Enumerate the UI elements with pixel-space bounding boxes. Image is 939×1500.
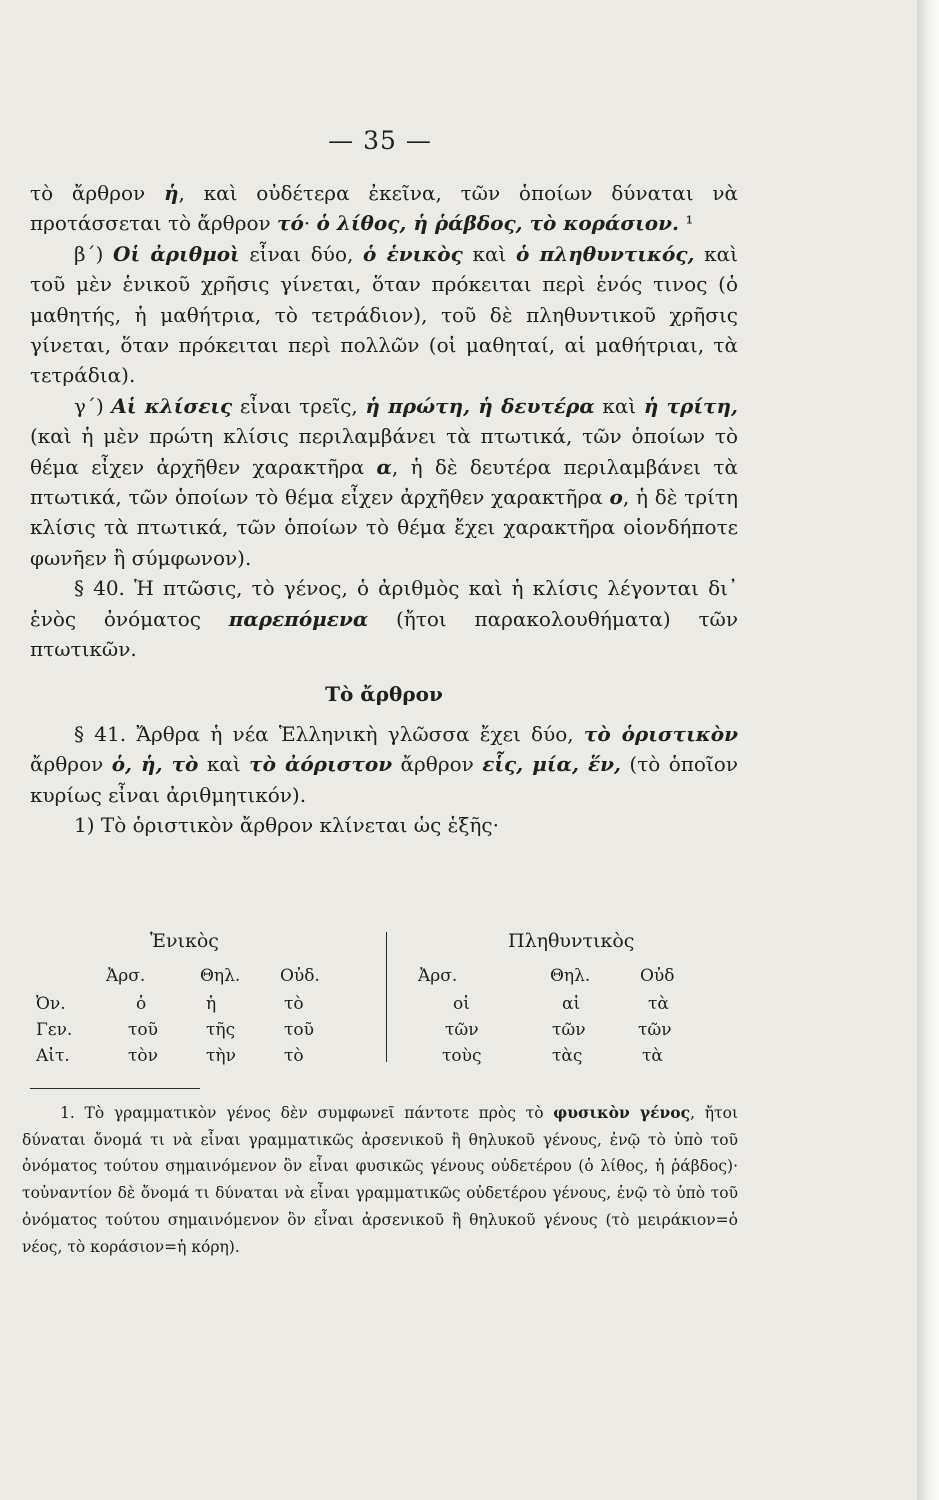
emphasis: ὁ ἑνικὸς <box>363 241 463 266</box>
text-run: § 40. Ἡ πτῶσις, τὸ γένος, ὁ ἀριθμὸς καὶ ἡ κλίσις λέγονται δι᾽ ἑνὸς ὀνόματος <box>30 576 738 631</box>
table-cell: τὰ <box>642 1046 663 1066</box>
table-cell: αἱ <box>562 994 581 1014</box>
paragraph-declensions <box>30 391 738 573</box>
emphasis: ο <box>609 485 623 510</box>
paragraph-numbers <box>30 239 738 391</box>
table-cell: τῶν <box>638 1020 672 1040</box>
plural-header: Πληθυντικὸς <box>508 930 635 952</box>
main-text <box>30 178 738 841</box>
text-run: καὶ <box>594 393 644 418</box>
text-run: , καὶ οὐδέτερα ἐκεῖνα, τῶν ὁποίων δύναται νὰ προτάσσεται τὸ ἄρθρον <box>30 181 738 236</box>
table-cell: τὸ <box>284 994 304 1014</box>
text-run: , ἡ δὲ δευτέρα περιλαμβάνει τὰ πτωτικά, τῶν ὁποίων τὸ θέμα εἶχεν ἀρχῆθεν χαρακτῆρα <box>30 454 739 510</box>
emphasis: ὁ πληθυντικός, <box>515 241 695 266</box>
table-cell: τοῦ <box>284 1020 314 1040</box>
paragraph-section-40 <box>30 573 738 664</box>
table-cell: ὁ <box>136 994 147 1014</box>
paragraph-gender-end <box>30 178 738 239</box>
column-header: Θηλ. <box>550 966 591 986</box>
text-run: γ΄) <box>74 393 112 418</box>
declension-table <box>30 930 738 1070</box>
emphasis: φυσικὸν γένος <box>553 1103 691 1122</box>
table-cell: ἡ <box>206 994 217 1014</box>
case-label: Γεν. <box>36 1020 73 1040</box>
text-run: τὸ ἄρθρον <box>30 181 164 205</box>
text-run: § 41. Ἄρθρα ἡ νέα Ἑλληνικὴ γλῶσσα ἔχει δύο, <box>74 721 584 746</box>
footnote <box>22 1100 738 1260</box>
emphasis: εἷς, μία, ἕν, <box>482 752 621 777</box>
table-cell: τὰ <box>648 994 669 1014</box>
emphasis: ἡ τρίτη, <box>643 393 738 418</box>
emphasis: τὸ ἀόριστον <box>249 752 393 777</box>
table-cell: τοὺς <box>442 1046 482 1066</box>
page-number: — 35 — <box>328 126 432 155</box>
table-cell: τῆς <box>206 1020 236 1040</box>
column-header: Ἀρσ. <box>418 966 458 986</box>
emphasis: α <box>376 454 392 479</box>
emphasis: ὁ, ἡ, τὸ <box>111 752 199 777</box>
table-cell: τῶν <box>445 1020 479 1040</box>
text-run: β΄) <box>74 241 114 266</box>
singular-header: Ἑνικὸς <box>150 930 219 952</box>
paragraph-definite-article-intro: 1) Τὸ ὁριστικὸν ἄρθρον κλίνεται ὡς ἑξῆς· <box>74 813 499 838</box>
emphasis: Αἱ κλίσεις <box>111 393 233 418</box>
column-header: Θηλ. <box>200 966 241 986</box>
footnote-text <box>22 1100 738 1260</box>
case-label: Ὀν. <box>36 994 66 1014</box>
table-cell: τὴν <box>206 1046 236 1066</box>
table-divider <box>386 932 387 1062</box>
table-cell: τὰς <box>552 1046 583 1066</box>
case-label: Αἰτ. <box>36 1046 70 1066</box>
emphasis: ἡ πρώτη, ἡ δευτέρα <box>365 393 595 418</box>
paragraph-section-41 <box>30 719 738 810</box>
text-run: 1. Τὸ γραμματικὸν γένος δὲν συμφωνεῖ πάντοτε πρὸς τὸ <box>60 1104 554 1122</box>
text-run: καὶ <box>462 241 516 266</box>
section-heading: Τὸ ἄρθρον <box>325 681 443 706</box>
text-run: , ἡ δὲ τρίτη κλίσις τὰ πτωτικά, τῶν ὁποίων τὸ θέμα ἔχει χαρακτῆρα οἱονδήποτε φωνῆεν ἢ σύμφωνον). <box>30 485 738 570</box>
text-run: (καὶ ἡ μὲν πρώτη κλίσις περιλαμβάνει τὰ πτωτικά, τῶν ὁποίων τὸ θέμα εἶχεν ἀρχῆθεν χαρακτῆρα <box>30 424 738 479</box>
emphasis: τὸ ὁριστικὸν <box>583 721 738 746</box>
emphasis: ἡ <box>163 181 179 205</box>
emphasis: παρεπόμενα <box>228 606 369 631</box>
text-run: (τὸ ὁποῖον κυρίως εἶναι ἀριθμητικόν). <box>30 752 738 807</box>
footnote-rule <box>30 1088 200 1089</box>
text-run: · <box>303 211 317 236</box>
text-run: εἶναι δύο, <box>239 241 363 266</box>
text-run: καὶ <box>198 752 250 777</box>
table-cell: τὸν <box>128 1046 158 1066</box>
text-run: εἶναι τρεῖς, <box>232 393 366 418</box>
emphasis: Οἱ ἀριθμοὶ <box>113 241 240 266</box>
table-cell: οἱ <box>453 994 470 1014</box>
table-cell: τῶν <box>552 1020 586 1040</box>
text-run: ἄρθρον <box>392 752 483 777</box>
text-run: , ἤτοι δύναται ὄνομά τι νὰ εἶναι γραμματικῶς ἀρσενικοῦ ἢ θηλυκοῦ γένους, ἐνῷ τὸ ὑπὸ τοῦ ὀνόματος τούτου σημαινόμενον ὂν εἶναι φυσικῶς γένους οὐδετέρου (ὁ λίθος, ἡ ῥάβδος)· τοὐναντίον δὲ ὄνομά τι δύναται νὰ εἶναι γραμματικῶς οὐδετέρου γένους, ἐνῷ τὸ ὑπὸ τοῦ ὀνόματος τούτου σημαινόμενον ὂν εἶναι ἀρσενικοῦ ἢ θηλυκοῦ γένους (τὸ μειράκιον=ὁ νέος, τὸ κοράσιον=ἡ κόρη). <box>22 1104 739 1256</box>
column-header: Οὐδ. <box>280 966 320 986</box>
emphasis: τό <box>277 211 304 236</box>
text-run: (ἤτοι παρακολουθήματα) τῶν πτωτικῶν. <box>30 606 738 662</box>
page-edge <box>917 0 939 1500</box>
emphasis: ὁ λίθος, ἡ ῥάβδος, τὸ κοράσιον. <box>316 211 679 236</box>
table-cell: τοῦ <box>128 1020 158 1040</box>
column-header: Ἀρσ. <box>106 966 146 986</box>
table-cell: τὸ <box>284 1046 304 1066</box>
footnote-ref: ¹ <box>678 211 694 236</box>
text-run: ἄρθρον <box>30 752 112 777</box>
column-header: Οὐδ <box>640 966 675 986</box>
text-run: καὶ τοῦ μὲν ἑνικοῦ χρῆσις γίνεται, ὅταν πρόκειται περὶ ἑνός τινος (ὁ μαθητής, ἡ μαθήτρια, τὸ τετράδιον), τοῦ δὲ πληθυντικοῦ χρῆσις γίνεται, ὅταν πρόκειται περὶ πολλῶν (οἱ μαθηταί, αἱ μαθήτριαι, τὰ τετράδια). <box>30 241 738 388</box>
